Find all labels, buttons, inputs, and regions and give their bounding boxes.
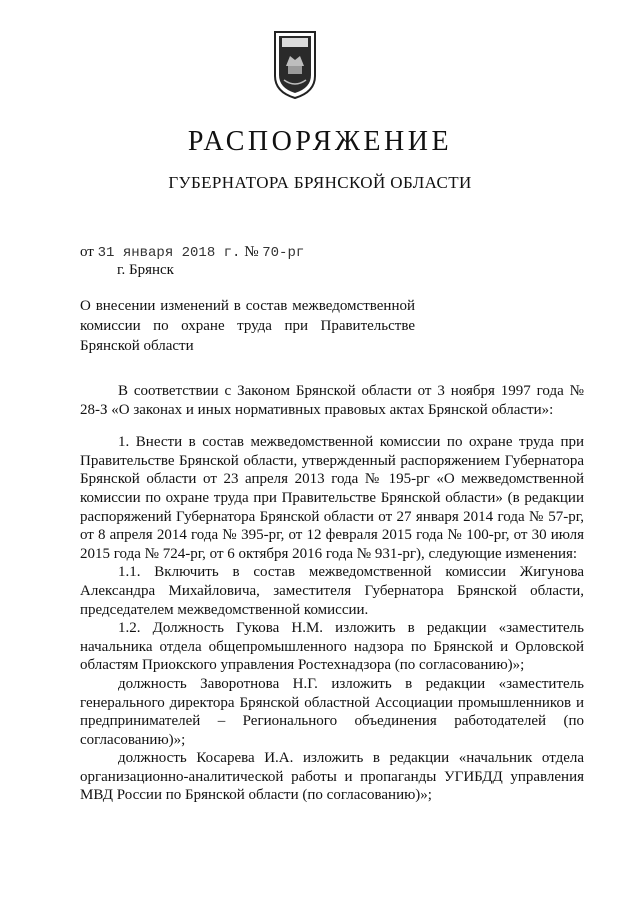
preamble-paragraph: В соответствии с Законом Брянской области от 3 ноября 1997 года № 28-З «О законах и иных нормативных правовых актах Брянской области»:	[80, 383, 584, 418]
date-prefix: от	[80, 244, 94, 260]
document-type-title: РАСПОРЯЖЕНИЕ	[187, 126, 453, 157]
item-1-1-paragraph: 1.1. Включить в состав межведомственной комиссии Жигунова Александра Михайловича, заместителя Губернатора Брянской области, председателем межведомственной комиссии.	[80, 564, 584, 618]
document-number: 70-рг	[262, 245, 305, 261]
number-sign: №	[244, 244, 259, 260]
city-label: г. Брянск	[117, 262, 174, 278]
issuer-title: ГУБЕРНАТОРА БРЯНСКОЙ ОБЛАСТИ	[168, 173, 472, 192]
kosarev-paragraph: должность Косарева И.А. изложить в редакции «начальник отдела организационно-аналитической работы и пропаганды УГИБДД управления МВД России по Брянской области (по согласованию)»;	[80, 750, 584, 804]
body-text	[80, 382, 584, 805]
zavorotnov-paragraph: должность Заворотнова Н.Г. изложить в редакции «заместитель генерального директора Брянской областной Ассоциации промышленников и предпринимателей – Регионального объединения работодателей (по согласованию)»;	[80, 675, 584, 748]
subject-heading: О внесении изменений в состав межведомственной комиссии по охране труда при Правительстве Брянской области	[80, 298, 415, 354]
date-number-line	[80, 244, 304, 261]
item-1-2-paragraph: 1.2. Должность Гукова Н.М. изложить в редакции «заместитель начальника отдела общепромышленного надзора по Брянской и Орловской областям Приокского управления Ростехнадзора (по согласованию)»;	[80, 620, 584, 674]
item-1-paragraph: 1. Внести в состав межведомственной комиссии по охране труда при Правительстве Брянской области, утвержденный распоряжением Губернатора Брянской области от 23 апреля 2013 года № 195-рг «О межведомственной комиссии по охране труда при Правительстве Брянской области» (в редакции распоряжений Губернатора Брянской области от 27 января 2014 года № 57-рг, от 8 апреля 2014 года № 395-рг, от 12 февраля 2015 года № 100-рг, от 30 июля 2015 года № 724-рг, от 6 октября 2016 года № 931-рг), следующие изменения:	[80, 434, 584, 562]
coat-of-arms-emblem	[272, 30, 318, 100]
document-date: 31 января 2018 г.	[97, 245, 241, 261]
